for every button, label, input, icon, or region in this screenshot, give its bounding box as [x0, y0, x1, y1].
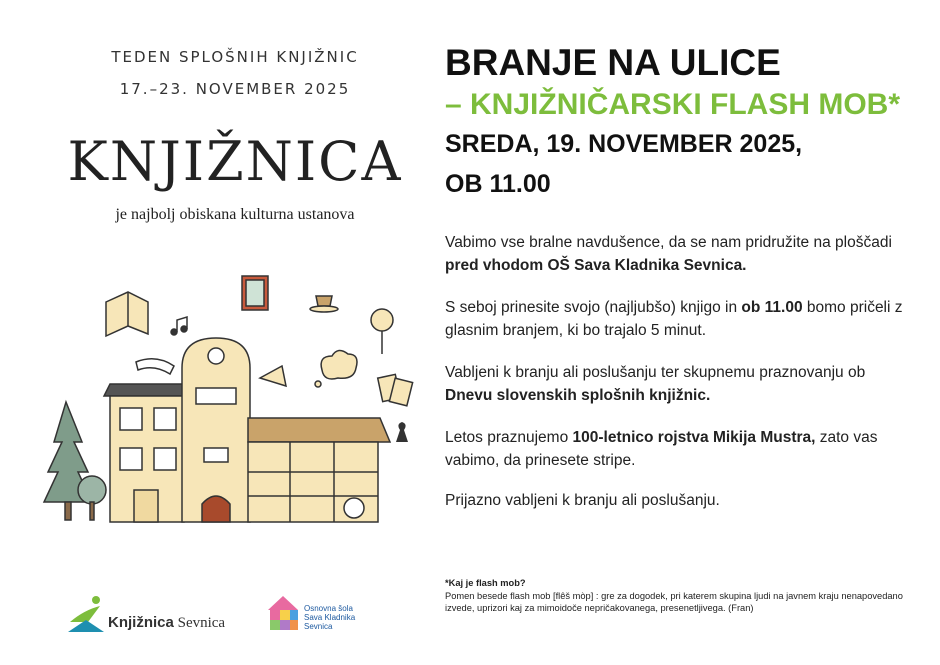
megaphone-icon	[260, 366, 286, 386]
brand-tagline: je najbolj obiskana kulturna ustanova	[115, 206, 355, 223]
library-logo-text: Knjižnica Sevnica	[108, 614, 226, 631]
paragraph-bring-book: S seboj prinesite svojo (najljubšo) knjigo in ob 11.00 bomo pričeli z glasnim branjem, ki bo trajalo 5 minut.	[445, 299, 903, 339]
footnote	[445, 577, 925, 615]
paragraph-closing: Prijazno vabljeni k branju ali poslušanju.	[445, 492, 720, 509]
school-logo-text: Osnovna šola Sava Kladnika Sevnica	[304, 604, 356, 631]
paragraph-celebration: Vabljeni k branju ali poslušanju ter skupnemu praznovanju ob Dnevu slovenskih splošnih knjižnic.	[445, 364, 866, 404]
music-note-icon	[171, 317, 187, 335]
event-week-title: TEDEN SPLOŠNIH KNJIŽNIC	[111, 48, 359, 66]
chess-piece-icon	[396, 422, 408, 442]
book-icon	[106, 292, 148, 336]
paragraph-invite: Vabimo vse bralne navdušence, da se nam pridružite na ploščadi pred vhodom OŠ Sava Kladnika Sevnica.	[445, 234, 892, 274]
paragraph-anniversary: Letos praznujemo 100-letnico rojstva Mikija Mustra, zato vas vabimo, da prinesete stripe.	[445, 429, 878, 469]
tree-icon	[44, 402, 106, 520]
lollipop-icon	[371, 309, 393, 354]
footnote-text: Pomen besede flash mob [flêš mòp] : gre za dogodek, pri katerem skupina ljudi na javnem kraju nenapovedano izvede, uprizori kaj za mimoidoče nepričakovanega, presenetljivega. (Fran)	[445, 590, 903, 614]
thought-bubble-icon	[315, 350, 357, 387]
right-building	[248, 418, 390, 522]
partner-logos	[66, 592, 426, 642]
heading-date: SREDA, 19. NOVEMBER 2025,	[445, 130, 803, 158]
coffee-cup-icon	[310, 296, 338, 312]
left-panel	[0, 0, 430, 665]
heading-title: BRANJE NA ULICE	[445, 42, 781, 83]
playing-cards-icon	[378, 374, 413, 405]
event-week-dates: 17.–23. NOVEMBER 2025	[119, 80, 351, 98]
heading-time: OB 11.00	[445, 170, 551, 198]
brand-title: KNJIŽNICA	[67, 130, 403, 193]
library-illustration	[36, 262, 426, 532]
left-house	[104, 384, 188, 522]
library-logo-icon	[66, 592, 106, 636]
tower-building	[182, 338, 250, 522]
school-logo-icon	[266, 594, 300, 634]
footnote-heading: *Kaj je flash mob?	[445, 578, 526, 588]
film-strip-icon	[136, 359, 174, 374]
heading-subtitle: – KNJIŽNIČARSKI FLASH MOB*	[445, 88, 901, 121]
picture-frame-icon	[242, 276, 268, 310]
